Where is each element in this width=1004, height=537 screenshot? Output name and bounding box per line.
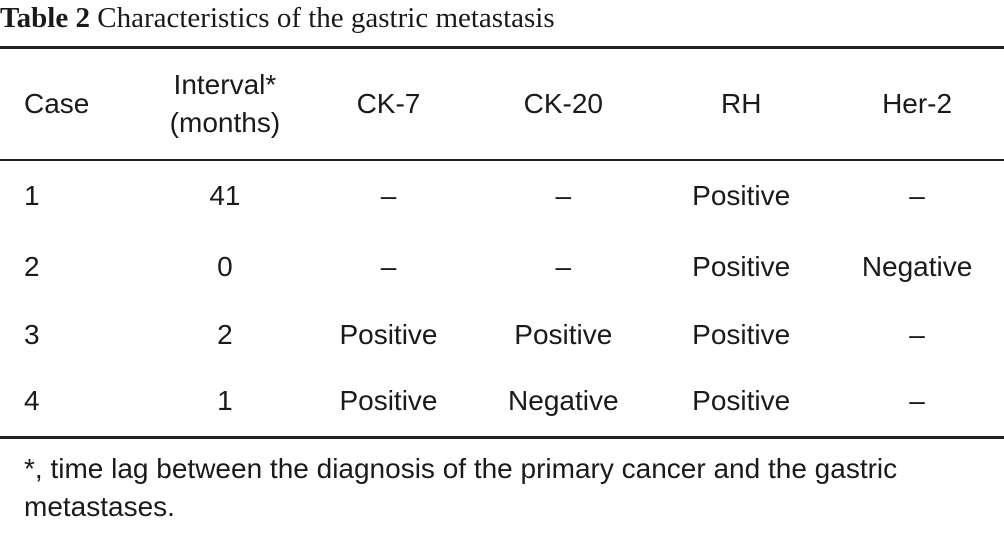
header-interval: [147, 49, 302, 159]
cell-rh: Positive: [692, 251, 791, 282]
cell-interval: 41: [209, 180, 241, 211]
header-interval-line1: Interval*: [173, 69, 277, 100]
cell-case: 3: [24, 319, 40, 350]
table-row: [0, 159, 1004, 233]
cell-rh: Positive: [692, 319, 791, 350]
cell-interval: 2: [217, 319, 233, 350]
cell-interval: 0: [217, 251, 233, 282]
cell-case: 4: [24, 385, 40, 416]
header-interval-line2: (months): [169, 107, 281, 138]
header-ck7: CK-7: [356, 88, 421, 119]
cell-ck20: Positive: [514, 319, 613, 350]
caption-label: Table 2: [0, 2, 90, 34]
cell-ck20: –: [555, 251, 572, 282]
cell-ck20: Negative: [508, 385, 619, 416]
cell-case: 2: [24, 251, 40, 282]
table-row: [0, 233, 1004, 301]
header-row: [0, 49, 1004, 159]
cell-ck20: –: [555, 180, 572, 211]
cell-rh: Positive: [692, 385, 791, 416]
cell-ck7: –: [380, 180, 397, 211]
header-rh: RH: [720, 88, 762, 119]
cell-ck7: –: [380, 251, 397, 282]
header-ck20: CK-20: [523, 88, 603, 119]
header-her2: Her-2: [882, 88, 953, 119]
cell-her2: Negative: [861, 251, 973, 282]
caption-text: Characteristics of the gastric metastasis: [97, 2, 555, 34]
characteristics-table: [0, 49, 1004, 433]
cell-interval: 1: [217, 385, 233, 416]
table-footnote: *, time lag between the diagnosis of the primary cancer and the gastric metastases.: [24, 453, 898, 522]
bottom-rule: [0, 436, 1004, 439]
cell-her2: –: [909, 319, 925, 350]
cell-case: 1: [24, 180, 40, 211]
cell-rh: Positive: [692, 180, 791, 211]
table-row: [0, 369, 1004, 433]
cell-her2: –: [909, 180, 925, 211]
cell-ck7: Positive: [339, 319, 438, 350]
cell-ck7: Positive: [339, 385, 438, 416]
table-caption: [0, 2, 555, 34]
header-case: Case: [24, 88, 90, 119]
cell-her2: –: [909, 385, 925, 416]
table-row: [0, 301, 1004, 369]
